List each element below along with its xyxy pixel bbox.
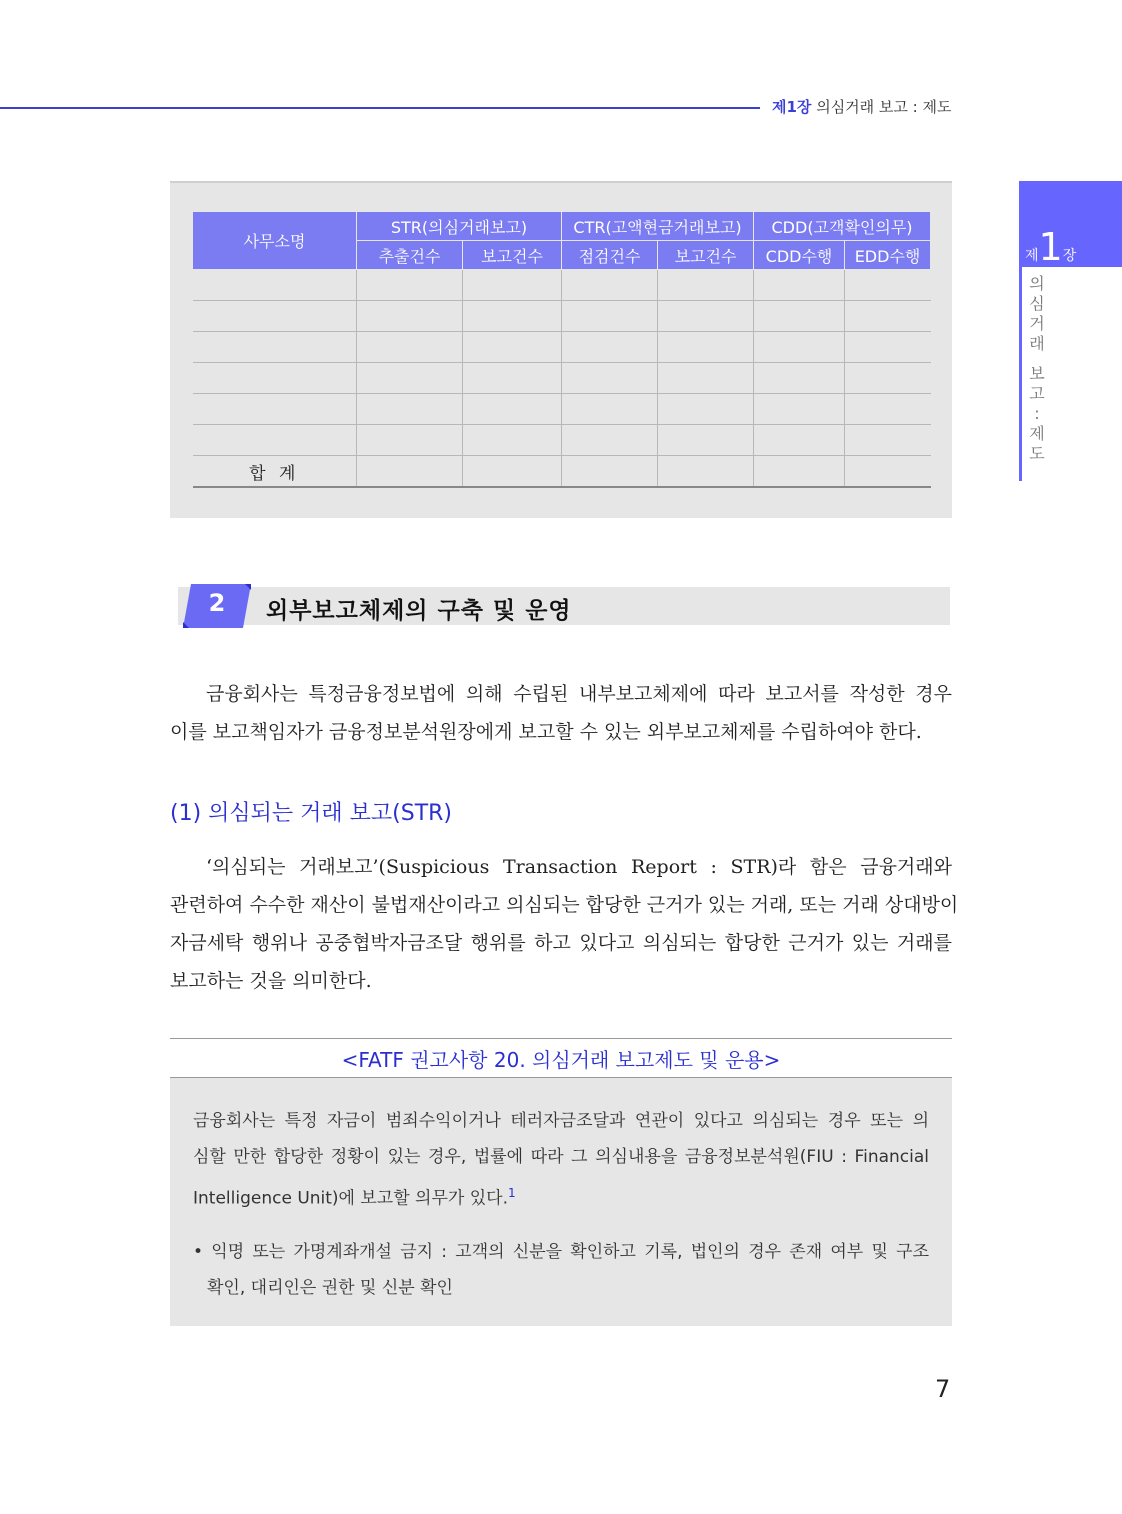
paragraph-external-reporting [170, 675, 952, 751]
fatf-bullet-line: 확인, 대리인은 권한 및 신분 확인 [207, 1278, 453, 1298]
report-count-table [192, 211, 931, 488]
side-char: 제 [1029, 424, 1045, 443]
subsection-title: (1) 의심되는 거래 보고(STR) [170, 801, 453, 826]
table-row [193, 270, 931, 301]
table-panel [170, 181, 952, 518]
col-ctr-reported: 보고건수 [658, 241, 754, 270]
side-char [1028, 354, 1046, 364]
col-office-name: 사무소명 [193, 212, 357, 270]
side-char: 의 [1029, 274, 1045, 293]
paragraph-line: 이를 보고책임자가 금융정보분석원장에게 보고할 수 있는 외부보고체제를 수립하여야 한다. [170, 721, 922, 743]
chapter-title: 의심거래 보고 : 제도 [816, 98, 952, 116]
col-group-cdd: CDD(고객확인의무) [754, 212, 931, 241]
side-vertical-title [1028, 274, 1046, 464]
side-char: 래 [1029, 334, 1045, 353]
fatf-bullet-item [193, 1234, 929, 1306]
col-cdd-done: CDD수행 [754, 241, 845, 270]
fatf-line: 심할 만한 합당한 정황이 있는 경우, 법률에 따라 그 의심내용을 금융정보분석원(FIU : Financial [193, 1147, 929, 1167]
paragraph-line: 금융회사는 특정금융정보법에 의해 수립된 내부보고체제에 따라 보고서를 작성한 경우 [206, 683, 952, 705]
side-char: 도 [1029, 444, 1045, 463]
table-row [193, 363, 931, 394]
footnote-mark[interactable]: 1 [507, 1186, 516, 1200]
chapter-label: 제1장 [772, 98, 812, 116]
side-tab-number: 1 [1038, 225, 1063, 269]
section-number: 2 [208, 589, 226, 617]
section-title: 외부보고체제의 구축 및 운영 [266, 598, 572, 624]
side-char: : [1034, 404, 1040, 423]
col-edd-done: EDD수행 [845, 241, 931, 270]
fatf-line-text: Intelligence Unit)에 보고할 의무가 있다. [193, 1188, 508, 1209]
table-total-row [193, 456, 931, 488]
side-char: 거 [1029, 314, 1045, 333]
fatf-paragraph [193, 1103, 929, 1211]
table-row [193, 394, 931, 425]
col-group-ctr: CTR(고액현금거래보고) [562, 212, 754, 241]
table-row [193, 425, 931, 456]
table-row [193, 332, 931, 363]
page-number: 7 [935, 1375, 951, 1403]
fatf-bullet-line: • 익명 또는 가명계좌개설 금지 : 고객의 신분을 확인하고 기록, 법인의 경우 존재 여부 및 구조 [193, 1242, 929, 1262]
total-label: 합 계 [193, 456, 357, 488]
col-str-extracted: 추출건수 [357, 241, 463, 270]
paragraph-str-definition [170, 848, 959, 1000]
fatf-line: 금융회사는 특정 자금이 범죄수익이거나 테러자금조달과 연관이 있다고 의심되는 경우 또는 의 [193, 1111, 929, 1131]
side-tab-suffix: 장 [1062, 248, 1077, 264]
paragraph-line: ‘의심되는 거래보고’(Suspicious Transaction Report : STR)라 함은 금융거래와 [206, 856, 952, 878]
fatf-line-last [193, 1175, 929, 1211]
col-str-reported: 보고건수 [463, 241, 562, 270]
running-head [772, 96, 951, 117]
side-char: 고 [1029, 384, 1045, 403]
fatf-top-rule [170, 1038, 952, 1039]
side-tab-prefix: 제 [1025, 248, 1039, 264]
side-char: 심 [1029, 294, 1045, 313]
side-tab-chapter [1025, 225, 1077, 269]
fatf-box-title: <FATF 권고사항 20. 의심거래 보고제도 및 운용> [341, 1048, 781, 1072]
col-ctr-checked: 점검건수 [562, 241, 658, 270]
paragraph-line: 보고하는 것을 의미한다. [170, 970, 372, 992]
paragraph-line: 관련하여 수수한 재산이 불법재산이라고 의심되는 합당한 근거가 있는 거래, 또는 거래 상대방이 [170, 894, 959, 916]
fatf-box [170, 1077, 952, 1326]
paragraph-line: 자금세탁 행위나 공중협박자금조달 행위를 하고 있다고 의심되는 합당한 근거가 있는 거래를 [170, 932, 952, 954]
col-group-str: STR(의심거래보고) [357, 212, 562, 241]
table-row [193, 301, 931, 332]
side-char: 보 [1029, 364, 1045, 383]
header-rule [0, 107, 760, 109]
